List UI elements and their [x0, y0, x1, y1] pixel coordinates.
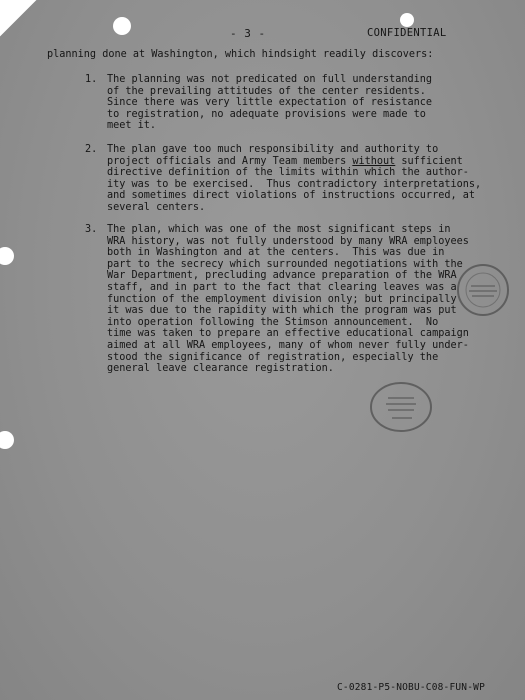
item-line: to registration, no adequate provisions were made to: [107, 108, 426, 120]
intro-text: planning done at Washington, which hindsight readily discovers:: [47, 49, 434, 60]
item-line: Since there was very little expectation of resistance: [107, 97, 433, 109]
item-line: ity was to be exercised. Thus contradictory interpretations,: [107, 178, 482, 190]
item-body: [107, 144, 482, 214]
item-number: 2.: [85, 144, 98, 155]
classification-marking: CONFIDENTIAL: [367, 27, 447, 39]
item-line: function of the employment division only; but principally: [107, 293, 457, 305]
item-line: of the prevailing attitudes of the center residents.: [107, 85, 426, 97]
archive-stamp-right: [455, 262, 511, 318]
punch-hole-top-left: [113, 17, 131, 35]
item-line: [107, 156, 467, 168]
item-line: it was due to the rapidity with which the program was put: [107, 305, 457, 317]
item-body: [107, 224, 467, 375]
item-line: The plan gave too much responsibility and authority to: [107, 144, 439, 155]
punch-hole-left-middle: [0, 247, 14, 265]
item-body: [107, 74, 467, 132]
item-line: both in Washington and at the centers. This was due in: [107, 247, 445, 259]
item-line-part: project officials and Army Team members: [107, 155, 353, 167]
item-line: stood the significance of registration, especially the: [107, 351, 439, 363]
item-line: The planning was not predicated on full understanding: [107, 74, 433, 85]
item-line: part to the secrecy which surrounded negotiations with the: [107, 258, 463, 270]
item-line: time was taken to prepare an effective educational campaign: [107, 328, 469, 340]
page-corner-damage: [0, 0, 40, 40]
item-line: general leave clearance registration.: [107, 363, 334, 375]
page-number: - 3 -: [230, 27, 266, 40]
item-line: aimed at all WRA employees, many of whom never fully under-: [107, 339, 469, 351]
punch-hole-top-right: [400, 13, 414, 27]
item-line: into operation following the Stimson announcement. No: [107, 316, 439, 328]
item-line: War Department, precluding advance preparation of the WRA: [107, 270, 457, 282]
item-line: several centers.: [107, 201, 206, 213]
item-line: WRA history, was not fully understood by many WRA employees: [107, 235, 469, 247]
item-line: and sometimes direct violations of instructions occurred, at: [107, 190, 476, 202]
archive-stamp-center: [368, 380, 434, 434]
document-id-footer: C-0281-P5-NOBU-C08-FUN-WP: [337, 682, 485, 693]
item-number: 3.: [85, 224, 98, 235]
item-line: staff, and in part to the fact that clearing leaves was a: [107, 281, 457, 293]
item-number: 1.: [85, 74, 98, 85]
punch-hole-left-bottom: [0, 431, 14, 449]
item-line-part: sufficient: [395, 155, 463, 167]
emphasis-underline: without: [352, 155, 396, 167]
item-line: directive definition of the limits within which the author-: [107, 167, 469, 179]
item-line: The plan, which was one of the most significant steps in: [107, 224, 451, 235]
item-line: meet it.: [107, 120, 157, 132]
